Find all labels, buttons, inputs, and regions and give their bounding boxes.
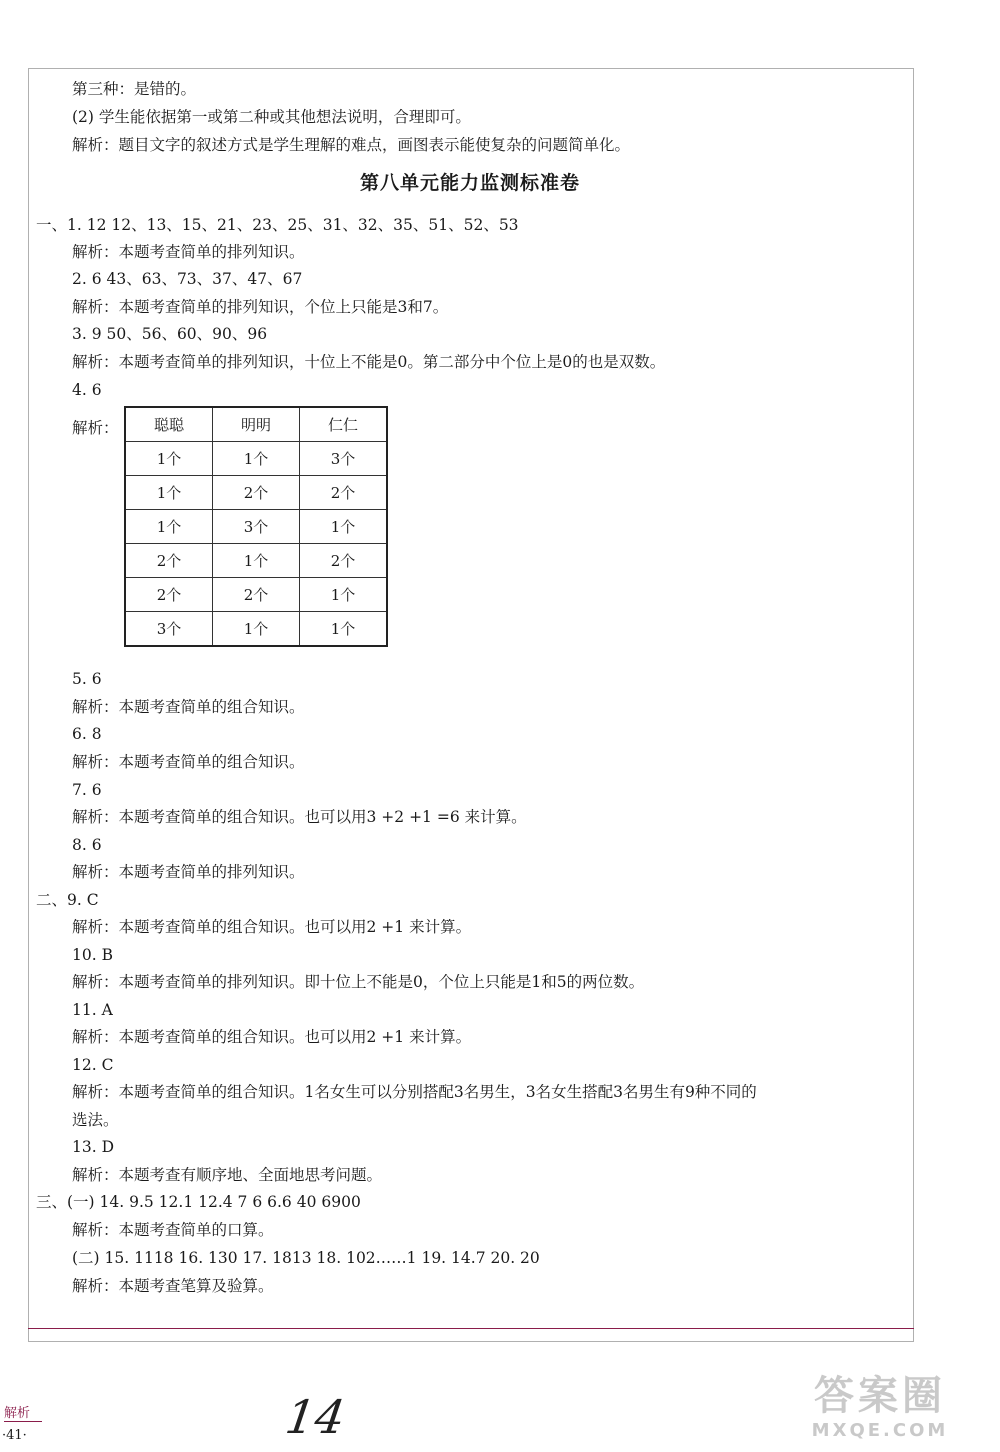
table-cell: 3个	[300, 442, 388, 476]
text-line: (2) 学生能依据第一或第二种或其他想法说明，合理即可。	[72, 108, 471, 126]
question-line: 二、9. C	[36, 891, 99, 909]
table-cell: 2个	[300, 544, 388, 578]
table-row	[125, 476, 387, 510]
question-line: (二) 15. 1118 16. 130 17. 1813 18. 102……1 19. 14.7 20. 20	[72, 1249, 540, 1267]
question-line: 10. B	[72, 946, 113, 964]
table-row	[125, 544, 387, 578]
watermark-logo	[768, 1372, 992, 1448]
analysis-line: 解析：本题考查简单的组合知识。1名女生可以分别搭配3名男生，3名女生搭配3名男生有9种不同的	[72, 1083, 757, 1101]
section-title: 第八单元能力监测标准卷	[359, 172, 580, 194]
question-line: 8. 6	[72, 836, 102, 854]
table-header: 明明	[213, 407, 300, 442]
table-cell: 1个	[300, 510, 388, 544]
table-cell: 1个	[213, 544, 300, 578]
table-cell: 2个	[125, 544, 213, 578]
table-header-row	[125, 407, 387, 442]
analysis-line: 解析：本题考查简单的组合知识。也可以用2 +1 来计算。	[72, 918, 472, 936]
bottom-rule	[28, 1328, 914, 1329]
question-line: 4. 6	[72, 381, 102, 399]
analysis-line: 解析：本题考查简单的排列知识，个位上只能是3和7。	[72, 298, 449, 316]
table-cell: 1个	[125, 476, 213, 510]
question-line: 5. 6	[72, 670, 102, 688]
question-line: 三、(一) 14. 9.5 12.1 12.4 7 6 6.6 40 6900	[36, 1193, 361, 1211]
analysis-line: 解析：本题考查简单的组合知识。也可以用2 +1 来计算。	[72, 1028, 472, 1046]
handwritten-number: 14	[282, 1390, 349, 1444]
combination-table	[124, 406, 388, 647]
watermark-url: MXQE.COM	[811, 1420, 949, 1441]
analysis-line: 解析：本题考查简单的组合知识。	[72, 753, 305, 771]
table-cell: 1个	[125, 510, 213, 544]
analysis-line: 选法。	[72, 1111, 119, 1129]
watermark-text: 答案圈	[814, 1373, 946, 1419]
analysis-line: 解析：本题考查有顺序地、全面地思考问题。	[72, 1166, 383, 1184]
analysis-line: 解析：本题考查简单的排列知识。	[72, 243, 305, 261]
table-cell: 1个	[213, 442, 300, 476]
text-line: 第三种：是错的。	[72, 80, 197, 98]
table-cell: 2个	[213, 476, 300, 510]
footer-rule	[4, 1421, 42, 1422]
table-row	[125, 612, 387, 647]
question-line: 3. 9 50、56、60、90、96	[72, 325, 268, 343]
question-line: 7. 6	[72, 781, 102, 799]
table-cell: 2个	[125, 578, 213, 612]
question-line: 2. 6 43、63、73、37、47、67	[72, 270, 303, 288]
analysis-line: 解析：本题考查简单的排列知识。	[72, 863, 305, 881]
analysis-line: 解析：本题考查简单的排列知识。即十位上不能是0，个位上只能是1和5的两位数。	[72, 973, 645, 991]
table-cell: 3个	[125, 612, 213, 647]
question-line: 一、1. 12 12、13、15、21、23、25、31、32、35、51、52、53	[36, 216, 519, 234]
table-cell: 1个	[300, 612, 388, 647]
question-line: 12. C	[72, 1056, 114, 1074]
table-cell: 3个	[213, 510, 300, 544]
question-line: 13. D	[72, 1138, 115, 1156]
table-row	[125, 578, 387, 612]
question-line: 6. 8	[72, 725, 102, 743]
analysis-line: 解析：本题考查简单的排列知识，十位上不能是0。第二部分中个位上是0的也是双数。	[72, 353, 666, 371]
table-cell: 2个	[213, 578, 300, 612]
table-header: 聪聪	[125, 407, 213, 442]
table-cell: 1个	[125, 442, 213, 476]
table-row	[125, 510, 387, 544]
table-row	[125, 442, 387, 476]
table-header: 仁仁	[300, 407, 388, 442]
analysis-line: 解析：本题考查简单的组合知识。也可以用3 +2 +1 =6 来计算。	[72, 808, 527, 826]
table-cell: 1个	[300, 578, 388, 612]
analysis-line: 解析：本题考查笔算及验算。	[72, 1277, 274, 1295]
analysis-line: 解析：本题考查简单的组合知识。	[72, 698, 305, 716]
page-number: ·41·	[2, 1428, 27, 1443]
table-cell: 1个	[213, 612, 300, 647]
footer-tag: 解析	[4, 1406, 31, 1421]
text-line: 解析：题目文字的叙述方式是学生理解的难点，画图表示能使复杂的问题简单化。	[72, 136, 631, 154]
table-cell: 2个	[300, 476, 388, 510]
analysis-label: 解析：	[72, 419, 119, 437]
analysis-line: 解析：本题考查简单的口算。	[72, 1221, 274, 1239]
question-line: 11. A	[72, 1001, 113, 1019]
